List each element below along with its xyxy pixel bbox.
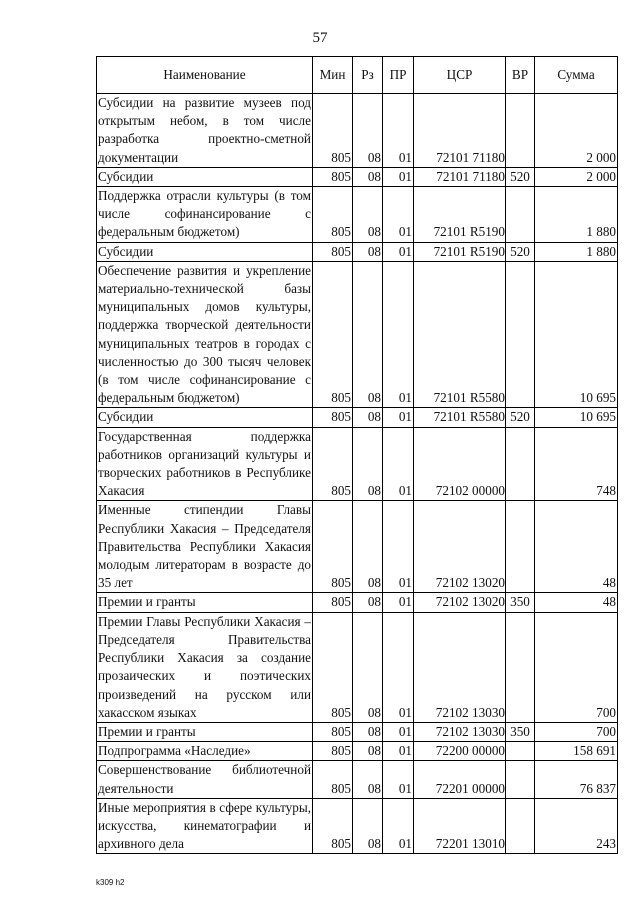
row-min: 805 [313,408,353,427]
row-sum: 1 880 [535,242,618,261]
table-row [97,722,618,741]
row-name: Поддержка отрасли культуры (в том числе софинансирование с федеральным бюджетом) [97,187,313,243]
row-csr: 72102 13020 [414,501,506,593]
row-min: 805 [313,187,353,243]
row-pr: 01 [383,501,414,593]
row-sum: 76 837 [535,761,618,798]
table-row [97,261,618,408]
row-name: Подпрограмма «Наследие» [97,742,313,761]
header-rz: Рз [353,57,383,94]
header-pr: ПР [383,57,414,94]
row-min: 805 [313,612,353,722]
row-vr: 520 [506,242,535,261]
row-min: 805 [313,761,353,798]
row-sum: 2 000 [535,94,618,168]
row-vr: 350 [506,593,535,612]
budget-table [96,56,618,854]
row-sum: 48 [535,593,618,612]
table-row [97,593,618,612]
row-csr: 72101 71180 [414,94,506,168]
row-pr: 01 [383,167,414,186]
row-vr: 520 [506,167,535,186]
row-sum: 2 000 [535,167,618,186]
row-sum: 158 691 [535,742,618,761]
table-row [97,612,618,722]
table-row [97,167,618,186]
table-row [97,501,618,593]
row-sum: 1 880 [535,187,618,243]
row-vr [506,798,535,854]
row-min: 805 [313,593,353,612]
row-pr: 01 [383,742,414,761]
row-name: Обеспечение развития и укрепление материально-технической базы муниципальных домов культуры, поддержка творческой деятельности муниципальных театров в городах с численностью до 300 тысяч человек (в том числе софинансирование с федеральным бюджетом) [97,261,313,408]
row-vr [506,187,535,243]
row-pr: 01 [383,242,414,261]
row-vr [506,427,535,501]
row-vr: 350 [506,722,535,741]
row-pr: 01 [383,593,414,612]
row-rz: 08 [353,612,383,722]
row-rz: 08 [353,761,383,798]
row-rz: 08 [353,722,383,741]
row-min: 805 [313,242,353,261]
row-sum: 700 [535,722,618,741]
row-name: Субсидии [97,167,313,186]
row-min: 805 [313,798,353,854]
row-csr: 72201 00000 [414,761,506,798]
row-csr: 72101 R5190 [414,242,506,261]
footer-code: k309 h2 [96,878,125,887]
table-row [97,427,618,501]
row-rz: 08 [353,742,383,761]
row-rz: 08 [353,167,383,186]
row-min: 805 [313,501,353,593]
row-vr [506,742,535,761]
row-name: Субсидии на развитие музеев под открытым небом, в том числе разработка проектно-сметной документации [97,94,313,168]
header-min: Мин [313,57,353,94]
row-pr: 01 [383,798,414,854]
table-row [97,94,618,168]
page-number: 57 [312,30,328,46]
row-csr: 72102 13020 [414,593,506,612]
table-row [97,408,618,427]
row-rz: 08 [353,593,383,612]
row-csr: 72101 R5580 [414,408,506,427]
row-pr: 01 [383,187,414,243]
row-rz: 08 [353,408,383,427]
header-vr: ВР [506,57,535,94]
table-header-row [97,57,618,94]
row-rz: 08 [353,261,383,408]
row-pr: 01 [383,408,414,427]
row-min: 805 [313,94,353,168]
table-row [97,242,618,261]
row-csr: 72102 13030 [414,722,506,741]
table-row [97,742,618,761]
row-pr: 01 [383,761,414,798]
row-csr: 72101 R5190 [414,187,506,243]
row-rz: 08 [353,242,383,261]
row-rz: 08 [353,187,383,243]
row-csr: 72102 00000 [414,427,506,501]
row-min: 805 [313,722,353,741]
row-vr [506,94,535,168]
row-pr: 01 [383,612,414,722]
row-min: 805 [313,167,353,186]
row-pr: 01 [383,722,414,741]
row-vr [506,261,535,408]
row-sum: 48 [535,501,618,593]
row-name: Премии Главы Республики Хакасия – Председателя Правительства Республики Хакасия за создание прозаических и поэтических произведений на русском или хакасском языках [97,612,313,722]
table-row [97,187,618,243]
row-csr: 72101 R5580 [414,261,506,408]
table-row [97,761,618,798]
row-min: 805 [313,427,353,501]
row-vr [506,501,535,593]
row-min: 805 [313,261,353,408]
row-name: Премии и гранты [97,593,313,612]
row-pr: 01 [383,427,414,501]
row-name: Именные стипендии Главы Республики Хакасия – Председателя Правительства Республики Хакасия молодым литераторам в возрасте до 35 лет [97,501,313,593]
row-name: Субсидии [97,242,313,261]
row-csr: 72200 00000 [414,742,506,761]
row-name: Государственная поддержка работников организаций культуры и творческих работников в Республике Хакасия [97,427,313,501]
row-name: Субсидии [97,408,313,427]
row-sum: 748 [535,427,618,501]
row-name: Премии и гранты [97,722,313,741]
row-sum: 10 695 [535,408,618,427]
row-name: Совершенствование библиотечной деятельности [97,761,313,798]
row-name: Иные мероприятия в сфере культуры, искусства, кинематографии и архивного дела [97,798,313,854]
row-csr: 72201 13010 [414,798,506,854]
header-name: Наименование [97,57,313,94]
row-rz: 08 [353,798,383,854]
header-sum: Сумма [535,57,618,94]
row-min: 805 [313,742,353,761]
row-sum: 700 [535,612,618,722]
row-rz: 08 [353,501,383,593]
row-rz: 08 [353,427,383,501]
row-vr [506,761,535,798]
row-sum: 243 [535,798,618,854]
row-rz: 08 [353,94,383,168]
row-pr: 01 [383,261,414,408]
row-vr [506,612,535,722]
row-vr: 520 [506,408,535,427]
header-csr: ЦСР [414,57,506,94]
row-csr: 72102 13030 [414,612,506,722]
table-row [97,798,618,854]
row-sum: 10 695 [535,261,618,408]
row-csr: 72101 71180 [414,167,506,186]
row-pr: 01 [383,94,414,168]
